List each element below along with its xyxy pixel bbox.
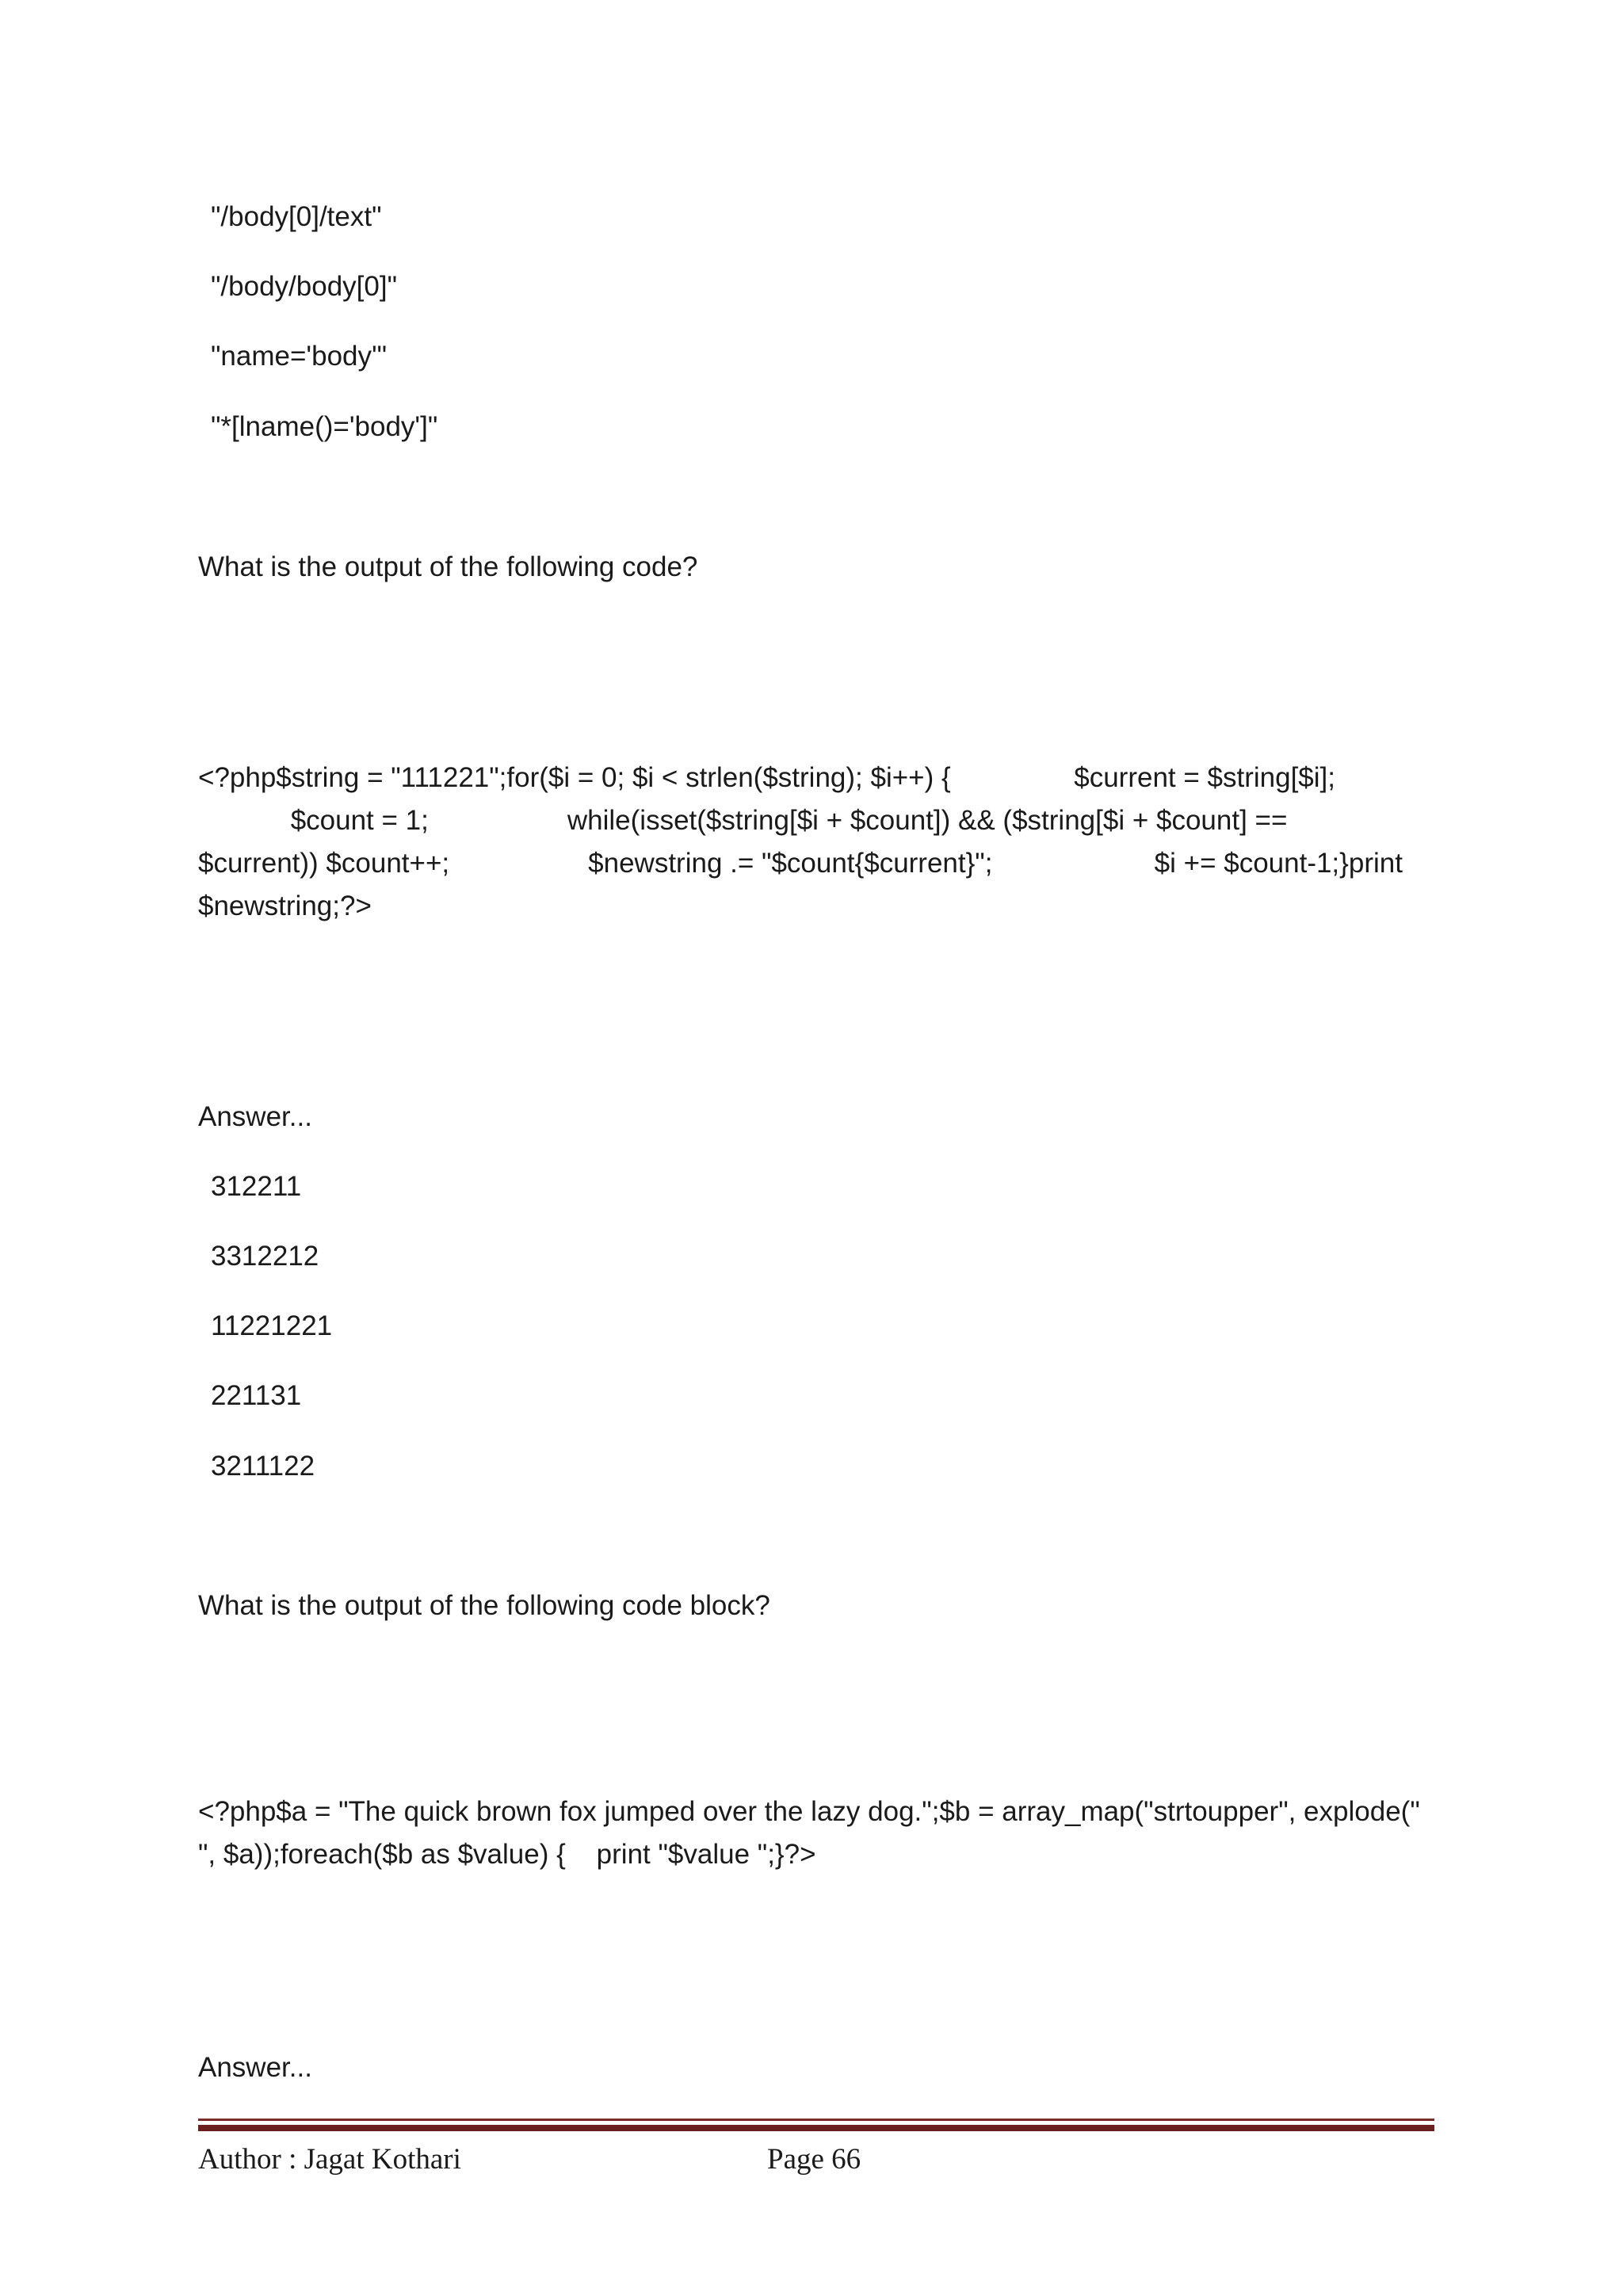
code-line: $newstring;?> bbox=[198, 891, 372, 921]
question-1-text: What is the output of the following code? bbox=[198, 551, 698, 582]
code-line: $current)) $count++; $newstring .= "$count{$current}"; $i += $count-1;}print bbox=[198, 848, 1403, 879]
footer-rule-thin bbox=[198, 2119, 1434, 2121]
footer-page-number: Page 66 bbox=[767, 2143, 861, 2176]
option-prev-4: "*[lname()='body']" bbox=[211, 411, 438, 442]
answer-option: 221131 bbox=[211, 1380, 302, 1411]
answer-option: 3211122 bbox=[211, 1451, 315, 1482]
footer-author: Author : Jagat Kothari bbox=[198, 2143, 461, 2176]
code-line: <?php$a = "The quick brown fox jumped over the lazy dog.";$b = array_map("strtoupper", explode(" bbox=[198, 1796, 1420, 1827]
option-prev-1: "/body[0]/text" bbox=[211, 201, 382, 232]
answer-option: 11221221 bbox=[211, 1310, 333, 1341]
answer-option: 3312212 bbox=[211, 1241, 319, 1272]
code-line: ", $a));foreach($b as $value) { print "$value ";}?> bbox=[198, 1839, 816, 1870]
code-line: <?php$string = "111221";for($i = 0; $i < strlen($string); $i++) { $current = $string[$i]; bbox=[198, 762, 1335, 793]
option-prev-3: "name='body'" bbox=[211, 341, 388, 372]
question-2-text: What is the output of the following code block? bbox=[198, 1590, 770, 1621]
answer-option: 312211 bbox=[211, 1171, 302, 1202]
answer-label-1: Answer... bbox=[198, 1101, 312, 1132]
code-line: $count = 1; while(isset($string[$i + $count]) && ($string[$i + $count] == bbox=[198, 805, 1288, 836]
footer-rule-thick bbox=[198, 2125, 1434, 2131]
option-prev-2: "/body/body[0]" bbox=[211, 271, 398, 302]
answer-label-2: Answer... bbox=[198, 2052, 312, 2083]
